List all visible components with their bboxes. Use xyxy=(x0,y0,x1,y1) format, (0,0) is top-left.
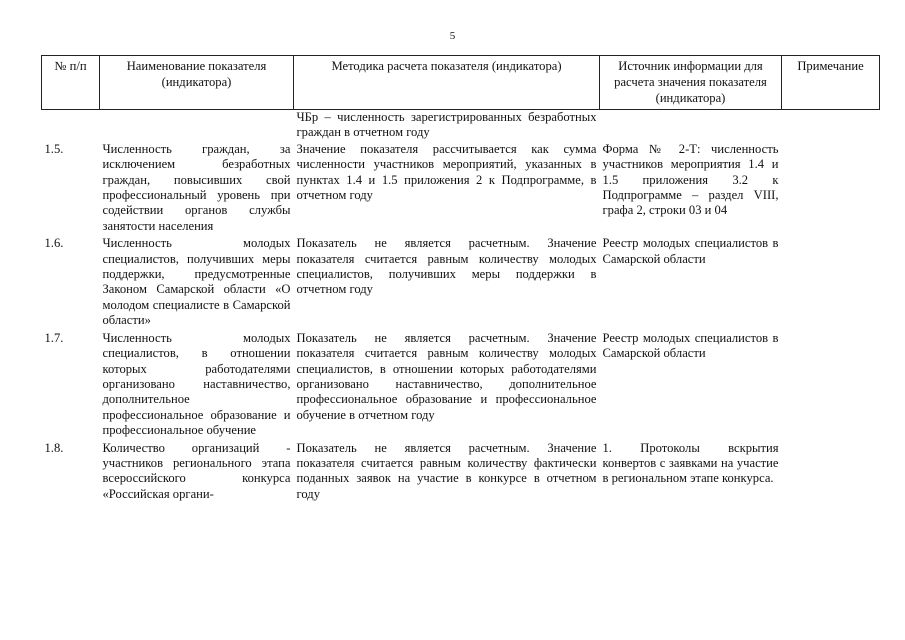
header-name: Наименование показателя (индикатора) xyxy=(100,56,294,110)
cell-num: 1.6. xyxy=(44,236,64,251)
table-row xyxy=(42,441,880,505)
cell-name: Количество организаций - участников регионального этапа всероссийского конкурса «Российская органи- xyxy=(102,440,291,501)
header-method: Методика расчета показателя (индикатора) xyxy=(294,56,600,110)
cell-name: Численность молодых специалистов, в отношении которых работодателями организовано наставничество, дополнительное профессиональное образование и профессиональное обучение xyxy=(102,330,291,438)
cell-source: Реестр молодых специалистов в Самарской области xyxy=(602,236,779,266)
cell-num: 1.8. xyxy=(44,440,64,455)
page-number: 5 xyxy=(449,30,456,42)
cell-name: Численность молодых специалистов, получивших меры поддержки, предусмотренные Законом Самарской области «О молодом специалисте в Самарской области» xyxy=(102,236,291,328)
header-num: № п/п xyxy=(42,56,100,110)
cell-method: Показатель не является расчетным. Значение показателя считается равным количеству молодых специалистов, в отношении которых работодателями организовано наставничество, дополнительное профессиональное образование и профессиональное обучение в отчетном году xyxy=(296,330,597,422)
cell-num xyxy=(42,110,100,142)
cell-method: Значение показателя рассчитывается как сумма численности участников мероприятий, указанных в пунктах 1.4 и 1.5 приложения 2 к Подпрограмме, в отчетном году xyxy=(296,141,597,203)
cell-num: 1.7. xyxy=(44,330,64,345)
cell-note xyxy=(782,142,880,236)
cell-note xyxy=(782,331,880,441)
cell-num: 1.5. xyxy=(44,141,64,156)
cell-name: Численность граждан, за исключением безработных граждан, повысивших свой профессиональный уровень при содействии органов службы занятости населения xyxy=(102,141,291,233)
cell-note xyxy=(782,441,880,505)
header-note: Примечание xyxy=(782,56,880,110)
table-row xyxy=(42,142,880,236)
cell-source: 1. Протоколы вскрытия конвертов с заявками на участие в региональном этапе конкурса. xyxy=(602,440,779,486)
table-row xyxy=(42,236,880,330)
cell-source xyxy=(600,110,782,142)
cell-note xyxy=(782,236,880,330)
cell-method: Показатель не является расчетным. Значение показателя считается равным количеству молодых специалистов, получивших меры поддержки в отчетном году xyxy=(296,236,597,297)
cell-source: Форма № 2-Т: численность участников мероприятия 1.4 и 1.5 приложения 3.2 к Подпрограмме – раздел VIII, графа 2, строки 03 и 04 xyxy=(602,141,779,218)
cell-source: Реестр молодых специалистов в Самарской области xyxy=(602,330,779,361)
cell-note xyxy=(782,110,880,142)
table-row xyxy=(42,331,880,441)
table-header-row xyxy=(42,56,880,110)
cell-method: ЧБр – численность зарегистрированных безработных граждан в отчетном году xyxy=(296,110,597,140)
cell-name xyxy=(100,110,294,142)
header-source: Источник информации для расчета значения показателя (индикатора) xyxy=(600,56,782,110)
cell-method: Показатель не является расчетным. Значение показателя считается равным количеству фактически поданных заявок на участие в конкурсе в отчетном году xyxy=(296,440,597,501)
indicators-table xyxy=(41,55,880,504)
table-row-continuation xyxy=(42,110,880,142)
